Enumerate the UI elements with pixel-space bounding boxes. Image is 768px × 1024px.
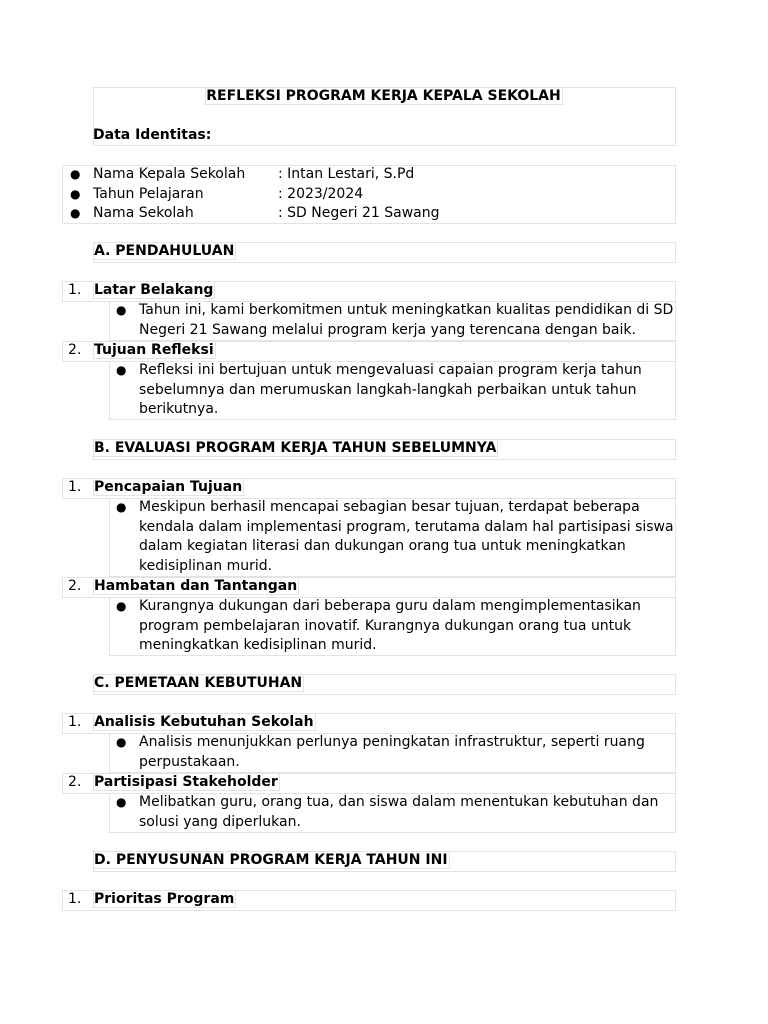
item-title: Hambatan dan Tantangan <box>94 578 298 594</box>
item-title: Partisipasi Stakeholder <box>94 774 278 790</box>
document-title: REFLEKSI PROGRAM KERJA KEPALA SEKOLAH <box>206 88 561 104</box>
item-number: 1. <box>68 891 82 907</box>
item-line: solusi yang diperlukan. <box>139 813 301 830</box>
item-line: kendala dalam implementasi program, terutama dalam hal partisipasi siswa <box>139 518 674 535</box>
item-title: Latar Belakang <box>94 282 214 298</box>
section-b-heading: B. EVALUASI PROGRAM KERJA TAHUN SEBELUMNYA <box>94 440 497 456</box>
item-number: 2. <box>68 578 82 594</box>
item-line: meningkatkan kedisiplinan murid. <box>139 637 377 653</box>
item-number: 1. <box>68 479 82 495</box>
bullet-icon: ● <box>116 599 127 613</box>
item-title: Analisis Kebutuhan Sekolah <box>94 714 314 730</box>
item-title: Tujuan Refleksi <box>94 342 214 358</box>
item-title: Pencapaian Tujuan <box>94 479 243 495</box>
bullet-icon: ● <box>116 303 127 317</box>
identitas-value: : Intan Lestari, S.Pd <box>278 166 415 182</box>
bullet-icon: ● <box>116 363 127 377</box>
item-number: 1. <box>68 282 82 298</box>
item-line: sebelumnya dan merumuskan langkah-langkah perbaikan untuk tahun <box>139 381 637 398</box>
identitas-label: Tahun Pelajaran <box>93 185 204 202</box>
item-number: 1. <box>68 714 82 730</box>
item-line: Melibatkan guru, orang tua, dan siswa dalam menentukan kebutuhan dan <box>139 794 659 810</box>
item-line: Negeri 21 Sawang melalui program kerja yang terencana dengan baik. <box>139 321 636 338</box>
identitas-value: : 2023/2024 <box>278 185 364 202</box>
item-number: 2. <box>68 774 82 790</box>
bullet-icon: ● <box>116 500 127 514</box>
item-number: 2. <box>68 342 82 358</box>
bullet-icon: ● <box>116 735 127 749</box>
item-line: perpustakaan. <box>139 753 240 770</box>
item-line: Kurangnya dukungan dari beberapa guru dalam mengimplementasikan <box>139 598 641 614</box>
item-line: Refleksi ini bertujuan untuk mengevaluasi capaian program kerja tahun <box>139 362 642 378</box>
identitas-value: : SD Negeri 21 Sawang <box>278 205 440 221</box>
bullet-icon: ● <box>70 167 81 181</box>
item-line: kedisiplinan murid. <box>139 557 273 574</box>
section-a-heading: A. PENDAHULUAN <box>94 243 235 259</box>
identitas-heading: Data Identitas: <box>93 127 212 143</box>
bullet-icon: ● <box>70 206 81 220</box>
section-d-heading: D. PENYUSUNAN PROGRAM KERJA TAHUN INI <box>94 852 448 868</box>
item-line: berikutnya. <box>139 401 219 417</box>
identitas-label: Nama Sekolah <box>93 205 194 221</box>
item-line: dalam kegiatan literasi dan dukungan orang tua untuk meningkatkan <box>139 538 626 554</box>
bullet-icon: ● <box>116 795 127 809</box>
bullet-icon: ● <box>70 186 81 201</box>
item-title: Prioritas Program <box>94 891 235 907</box>
item-line: Tahun ini, kami berkomitmen untuk meningkatkan kualitas pendidikan di SD <box>139 302 674 318</box>
item-line: program pembelajaran inovatif. Kurangnya dukungan orang tua untuk <box>139 617 632 634</box>
item-line: Meskipun berhasil mencapai sebagian besar tujuan, terdapat beberapa <box>139 499 640 515</box>
section-c-heading: C. PEMETAAN KEBUTUHAN <box>94 675 303 691</box>
identitas-label: Nama Kepala Sekolah <box>93 166 246 182</box>
item-line: Analisis menunjukkan perlunya peningkatan infrastruktur, seperti ruang <box>139 734 645 750</box>
